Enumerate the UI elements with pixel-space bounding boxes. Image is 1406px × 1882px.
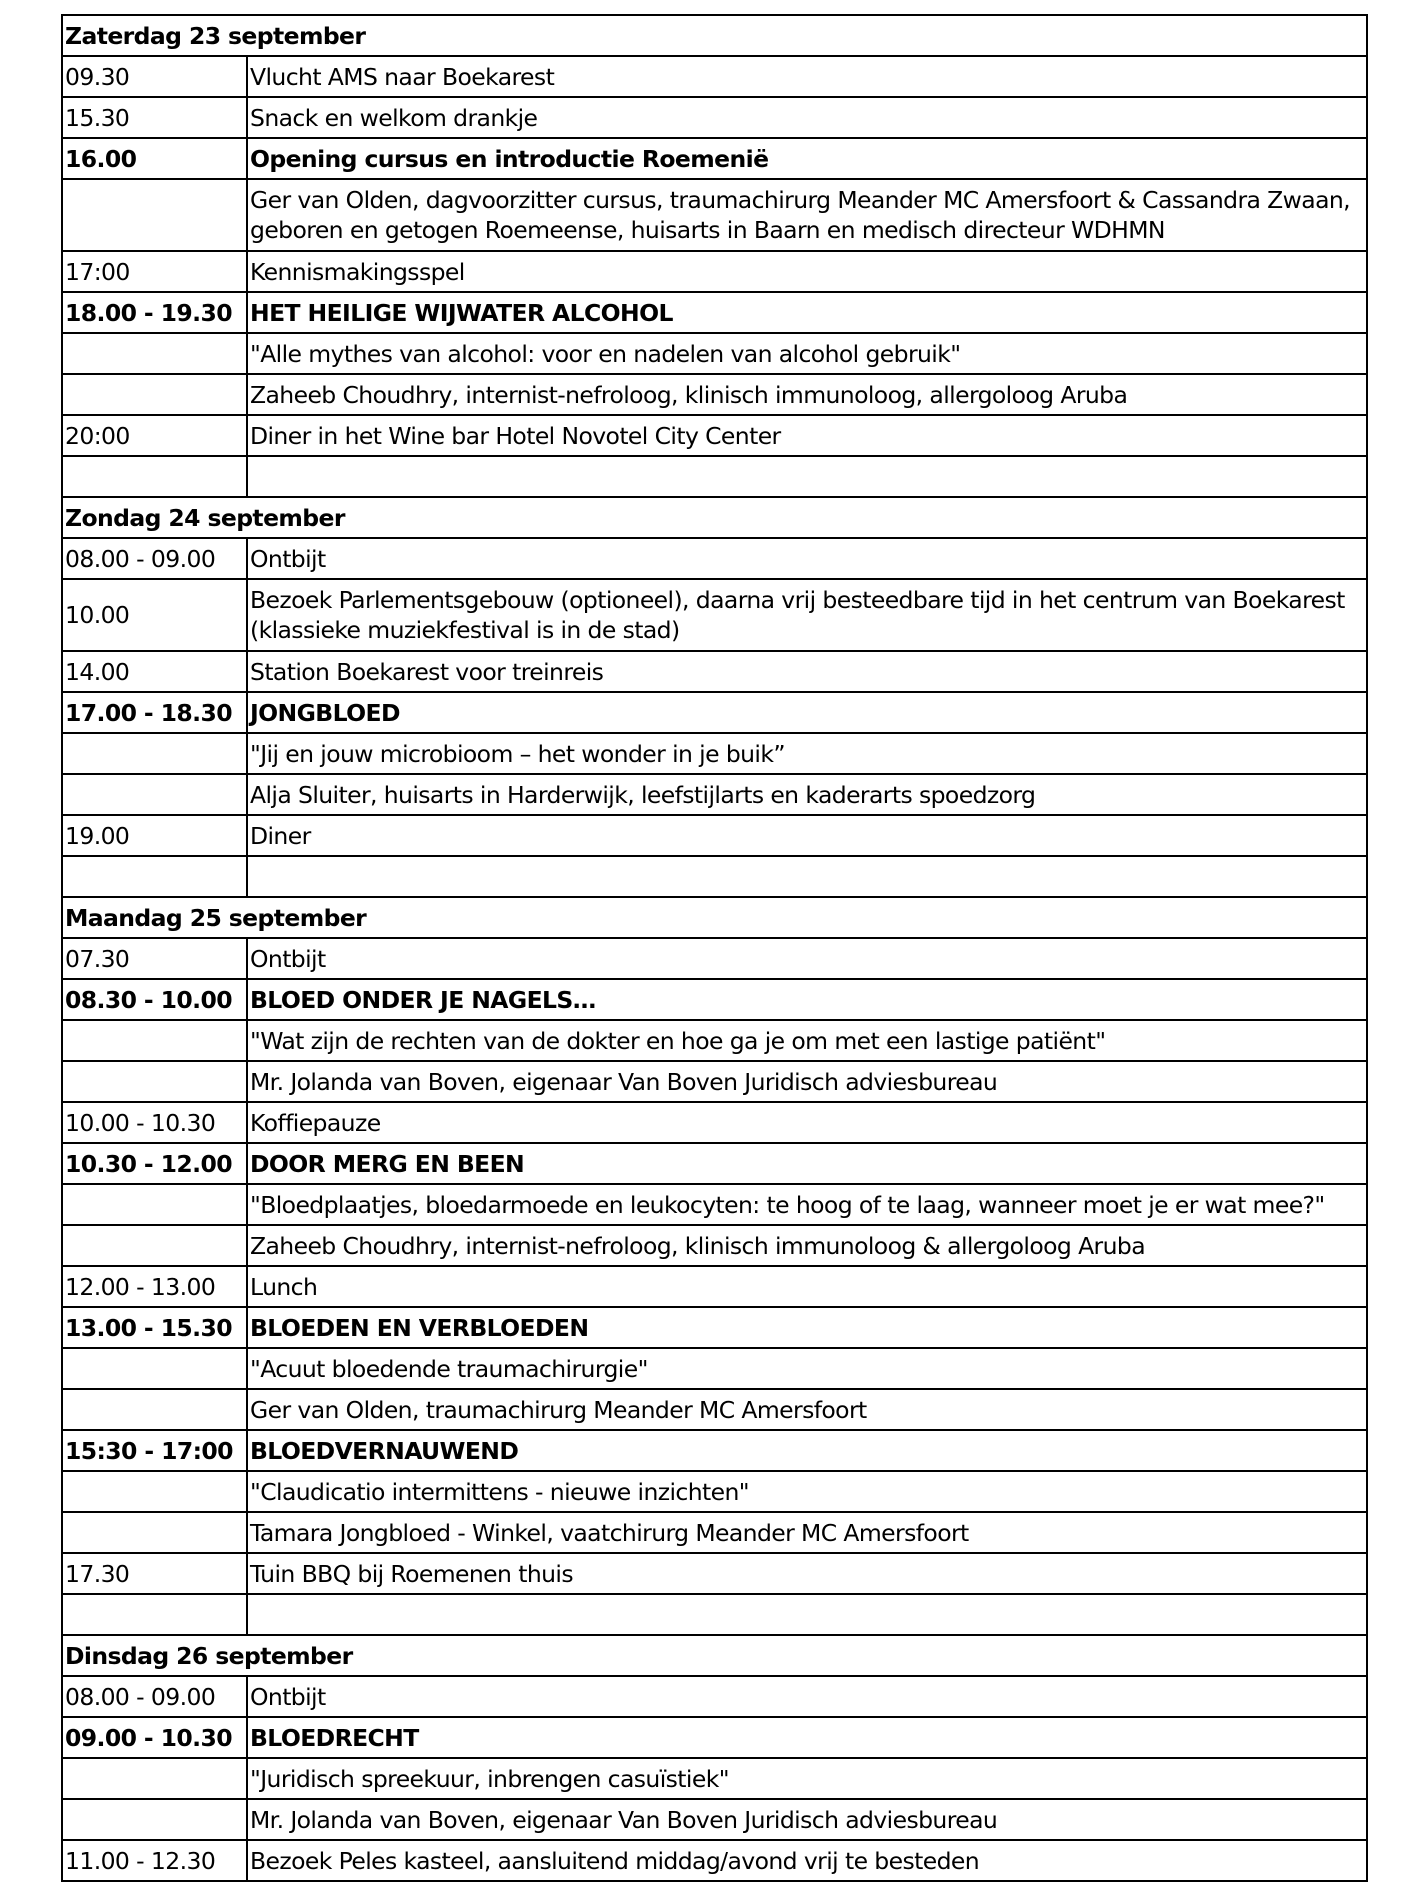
time-cell: 08.00 - 09.00 bbox=[63, 539, 248, 578]
time-cell bbox=[63, 1062, 248, 1101]
description-cell: BLOEDEN EN VERBLOEDEN bbox=[250, 1313, 589, 1342]
description-cell: BLOEDRECHT bbox=[250, 1723, 419, 1752]
description-cell: BLOEDVERNAUWEND bbox=[250, 1436, 519, 1465]
time-cell: 09.30 bbox=[63, 57, 248, 96]
time-cell bbox=[63, 1759, 248, 1798]
schedule-row bbox=[63, 693, 1366, 734]
day-title: Zondag 24 september bbox=[65, 503, 345, 532]
day-header-row bbox=[63, 16, 1366, 57]
time-cell: 13.00 - 15.30 bbox=[63, 1308, 248, 1347]
time-cell: 17:00 bbox=[63, 252, 248, 291]
time-cell: 14.00 bbox=[63, 652, 248, 691]
description-cell: "Juridisch spreekuur, inbrengen casuïstiek" bbox=[250, 1764, 729, 1793]
description-cell: "Bloedplaatjes, bloedarmoede en leukocyten: te hoog of te laag, wanneer moet je er wat mee?" bbox=[250, 1190, 1325, 1219]
time-cell bbox=[63, 1349, 248, 1388]
schedule-row bbox=[63, 375, 1366, 416]
day-title: Maandag 25 september bbox=[65, 903, 367, 932]
day-title: Dinsdag 26 september bbox=[65, 1641, 353, 1670]
description-cell: "Jij en jouw microbioom – het wonder in je buik” bbox=[250, 739, 785, 768]
day-header-row bbox=[63, 498, 1366, 539]
time-cell: 20:00 bbox=[63, 416, 248, 455]
schedule-row bbox=[63, 1677, 1366, 1718]
description-cell: Zaheeb Choudhry, internist-nefroloog, klinisch immunoloog, allergoloog Aruba bbox=[250, 380, 1128, 409]
time-cell: 08.30 - 10.00 bbox=[63, 980, 248, 1019]
schedule-row bbox=[63, 816, 1366, 857]
time-cell: 15:30 - 17:00 bbox=[63, 1431, 248, 1470]
description-cell: Ger van Olden, traumachirurg Meander MC Amersfoort bbox=[250, 1395, 867, 1424]
time-cell: 12.00 - 13.00 bbox=[63, 1267, 248, 1306]
schedule-row bbox=[63, 580, 1366, 652]
schedule-row bbox=[63, 1267, 1366, 1308]
description-cell: Snack en welkom drankje bbox=[250, 103, 538, 132]
description-cell: Ontbijt bbox=[250, 944, 326, 973]
time-cell bbox=[63, 1472, 248, 1511]
time-cell: 09.00 - 10.30 bbox=[63, 1718, 248, 1757]
description-cell: HET HEILIGE WIJWATER ALCOHOL bbox=[250, 298, 673, 327]
schedule-table bbox=[61, 14, 1368, 1882]
time-cell bbox=[63, 1185, 248, 1224]
time-cell bbox=[63, 1800, 248, 1839]
schedule-row bbox=[63, 1800, 1366, 1841]
description-cell: Mr. Jolanda van Boven, eigenaar Van Boven Juridisch adviesbureau bbox=[250, 1805, 998, 1834]
time-cell bbox=[63, 1226, 248, 1265]
time-cell bbox=[63, 775, 248, 814]
description-cell: Ontbijt bbox=[250, 544, 326, 573]
schedule-row bbox=[63, 734, 1366, 775]
description-cell: Koffiepauze bbox=[250, 1108, 381, 1137]
time-cell: 11.00 - 12.30 bbox=[63, 1841, 248, 1880]
schedule-row bbox=[63, 1062, 1366, 1103]
time-cell: 07.30 bbox=[63, 939, 248, 978]
schedule-row bbox=[63, 293, 1366, 334]
description-cell: "Wat zijn de rechten van de dokter en hoe ga je om met een lastige patiënt" bbox=[250, 1026, 1106, 1055]
schedule-row bbox=[63, 1185, 1366, 1226]
schedule-row bbox=[63, 980, 1366, 1021]
schedule-row bbox=[63, 857, 1366, 898]
time-cell: 16.00 bbox=[63, 139, 248, 178]
time-cell bbox=[63, 1021, 248, 1060]
description-cell: JONGBLOED bbox=[250, 698, 400, 727]
schedule-row bbox=[63, 1103, 1366, 1144]
time-cell bbox=[63, 457, 248, 496]
description-cell: Bezoek Peles kasteel, aansluitend middag/avond vrij te besteden bbox=[250, 1846, 980, 1875]
time-cell bbox=[63, 180, 248, 250]
time-cell: 10.30 - 12.00 bbox=[63, 1144, 248, 1183]
time-cell: 15.30 bbox=[63, 98, 248, 137]
schedule-row bbox=[63, 1759, 1366, 1800]
description-cell: Diner in het Wine bar Hotel Novotel City Center bbox=[250, 421, 781, 450]
time-cell bbox=[63, 1595, 248, 1634]
description-cell: Vlucht AMS naar Boekarest bbox=[250, 62, 555, 91]
schedule-row bbox=[63, 416, 1366, 457]
day-header-row bbox=[63, 898, 1366, 939]
description-cell: BLOED ONDER JE NAGELS… bbox=[250, 985, 596, 1014]
time-cell bbox=[63, 857, 248, 896]
time-cell bbox=[63, 734, 248, 773]
description-cell: Ger van Olden, dagvoorzitter cursus, traumachirurg Meander MC Amersfoort & Cassandra Zwaan, geboren en getogen Roemeense, huisarts in Baarn en medisch directeur WDHMN bbox=[250, 186, 1351, 244]
time-cell: 17.00 - 18.30 bbox=[63, 693, 248, 732]
description-cell: Mr. Jolanda van Boven, eigenaar Van Boven Juridisch adviesbureau bbox=[250, 1067, 998, 1096]
description-cell: Ontbijt bbox=[250, 1682, 326, 1711]
schedule-row bbox=[63, 1431, 1366, 1472]
time-cell bbox=[63, 1513, 248, 1552]
day-header-row bbox=[63, 1636, 1366, 1677]
day-title: Zaterdag 23 september bbox=[65, 21, 366, 50]
schedule-row bbox=[63, 1349, 1366, 1390]
time-cell: 17.30 bbox=[63, 1554, 248, 1593]
schedule-row bbox=[63, 539, 1366, 580]
description-cell: "Claudicatio intermittens - nieuwe inzichten" bbox=[250, 1477, 750, 1506]
schedule-row bbox=[63, 457, 1366, 498]
description-cell: DOOR MERG EN BEEN bbox=[250, 1149, 525, 1178]
schedule-row bbox=[63, 1595, 1366, 1636]
schedule-row bbox=[63, 775, 1366, 816]
schedule-row bbox=[63, 1841, 1366, 1882]
description-cell: "Alle mythes van alcohol: voor en nadelen van alcohol gebruik" bbox=[250, 339, 961, 368]
description-cell: "Acuut bloedende traumachirurgie" bbox=[250, 1354, 648, 1383]
description-cell bbox=[248, 457, 1366, 496]
schedule-row bbox=[63, 1021, 1366, 1062]
time-cell bbox=[63, 1390, 248, 1429]
description-cell: Tamara Jongbloed - Winkel, vaatchirurg Meander MC Amersfoort bbox=[250, 1518, 969, 1547]
schedule-row bbox=[63, 252, 1366, 293]
time-cell: 19.00 bbox=[63, 816, 248, 855]
schedule-row bbox=[63, 939, 1366, 980]
schedule-row bbox=[63, 1308, 1366, 1349]
schedule-row bbox=[63, 1513, 1366, 1554]
schedule-row bbox=[63, 1472, 1366, 1513]
schedule-row bbox=[63, 57, 1366, 98]
description-cell: Bezoek Parlementsgebouw (optioneel), daarna vrij besteedbare tijd in het centrum van Boekarest (klassieke muziekfestival is in de stad) bbox=[250, 586, 1345, 644]
description-cell: Kennismakingsspel bbox=[250, 257, 465, 286]
time-cell bbox=[63, 334, 248, 373]
schedule-row bbox=[63, 1554, 1366, 1595]
schedule-row bbox=[63, 334, 1366, 375]
schedule-row bbox=[63, 180, 1366, 252]
description-cell: Opening cursus en introductie Roemenië bbox=[250, 144, 769, 173]
description-cell: Station Boekarest voor treinreis bbox=[250, 657, 604, 686]
time-cell bbox=[63, 375, 248, 414]
time-cell: 08.00 - 09.00 bbox=[63, 1677, 248, 1716]
time-cell: 10.00 - 10.30 bbox=[63, 1103, 248, 1142]
description-cell: Zaheeb Choudhry, internist-nefroloog, klinisch immunoloog & allergoloog Aruba bbox=[250, 1231, 1146, 1260]
description-cell: Tuin BBQ bij Roemenen thuis bbox=[250, 1559, 573, 1588]
description-cell bbox=[248, 857, 1366, 896]
schedule-row bbox=[63, 652, 1366, 693]
description-cell: Diner bbox=[250, 821, 311, 850]
schedule-row bbox=[63, 1718, 1366, 1759]
schedule-row bbox=[63, 98, 1366, 139]
description-cell bbox=[248, 1595, 1366, 1634]
time-cell: 10.00 bbox=[63, 580, 248, 650]
schedule-row bbox=[63, 139, 1366, 180]
schedule-row bbox=[63, 1226, 1366, 1267]
schedule-row bbox=[63, 1144, 1366, 1185]
description-cell: Lunch bbox=[250, 1272, 318, 1301]
schedule-row bbox=[63, 1390, 1366, 1431]
description-cell: Alja Sluiter, huisarts in Harderwijk, leefstijlarts en kaderarts spoedzorg bbox=[250, 780, 1036, 809]
time-cell: 18.00 - 19.30 bbox=[63, 293, 248, 332]
